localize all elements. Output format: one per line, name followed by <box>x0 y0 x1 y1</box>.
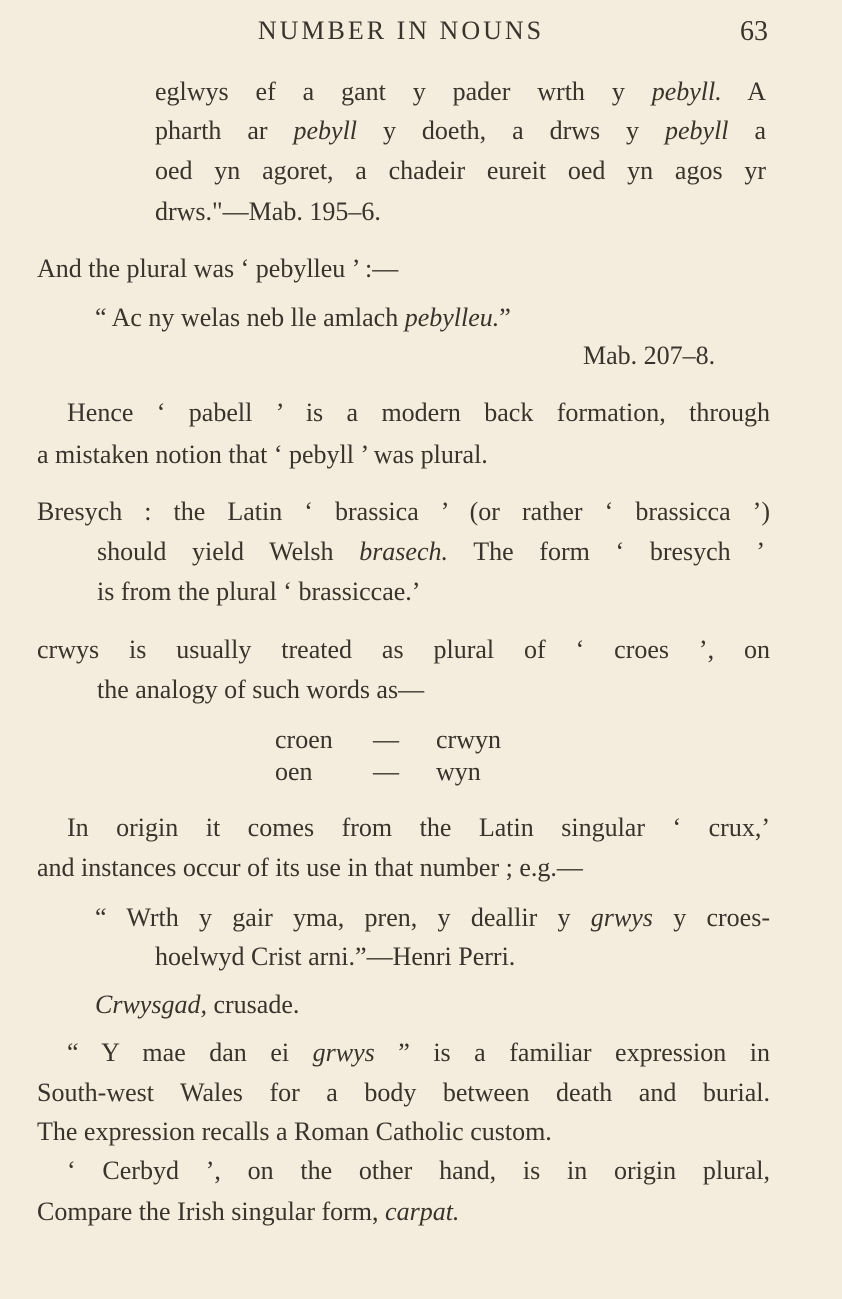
quote3-line2: hoelwyd Crist arni.”—Henri Perri. <box>155 942 516 971</box>
origin-line1: In origin it comes from the Latin singular ‘ crux,’ <box>67 813 770 842</box>
analogy-singular-1: croen <box>275 725 333 754</box>
crwysgad-entry: Crwysgad, crusade. <box>95 990 300 1019</box>
analogy-plural-2: wyn <box>436 757 481 786</box>
plural-intro: And the plural was ‘ pebylleu ’ :— <box>37 254 399 283</box>
bresych-line2: should yield Welsh brasech. The form ‘ bresych ’ <box>97 537 765 566</box>
cerbyd-line2: Compare the Irish singular form, carpat. <box>37 1197 460 1226</box>
pabell-line2: a mistaken notion that ‘ pebyll ’ was plural. <box>37 440 488 469</box>
quote1-line1: eglwys ef a gant y pader wrth y pebyll. A <box>155 77 766 106</box>
grwys-line3: The expression recalls a Roman Catholic custom. <box>37 1117 552 1146</box>
quote2-text: “ Ac ny welas neb lle amlach pebylleu.” <box>95 303 511 332</box>
grwys-line2: South-west Wales for a body between death and burial. <box>37 1078 770 1107</box>
analogy-singular-2: oen <box>275 757 313 786</box>
quote2-reference: Mab. 207–8. <box>583 341 716 370</box>
crwys-line2: the analogy of such words as— <box>97 675 425 704</box>
quote3-line1: “ Wrth y gair yma, pren, y deallir y grwys y croes- <box>95 903 771 932</box>
quote1-line4: drws."—Mab. 195–6. <box>155 197 381 226</box>
bresych-line3: is from the plural ‘ brassiccae.’ <box>97 577 421 606</box>
quote1-line3: oed yn agoret, a chadeir eureit oed yn agos yr <box>155 156 766 185</box>
bresych-line1: Bresych : the Latin ‘ brassica ’ (or rather ‘ brassicca ’) <box>37 497 770 526</box>
grwys-line1: “ Y mae dan ei grwys ” is a familiar expression in <box>67 1038 770 1067</box>
quote1-line2: pharth ar pebyll y doeth, a drws y pebyll a <box>155 116 767 145</box>
analogy-dash-1: — <box>373 725 399 754</box>
origin-line2: and instances occur of its use in that number ; e.g.— <box>37 853 583 882</box>
crwys-line1: crwys is usually treated as plural of ‘ croes ’, on <box>37 635 770 664</box>
pabell-line1: Hence ‘ pabell ’ is a modern back formation, through <box>67 398 770 427</box>
analogy-dash-2: — <box>373 757 399 786</box>
cerbyd-line1: ‘ Cerbyd ’, on the other hand, is in origin plural, <box>67 1156 770 1185</box>
analogy-plural-1: crwyn <box>436 725 501 754</box>
page-number: 63 <box>740 16 768 47</box>
running-header: NUMBER IN NOUNS <box>257 16 545 45</box>
